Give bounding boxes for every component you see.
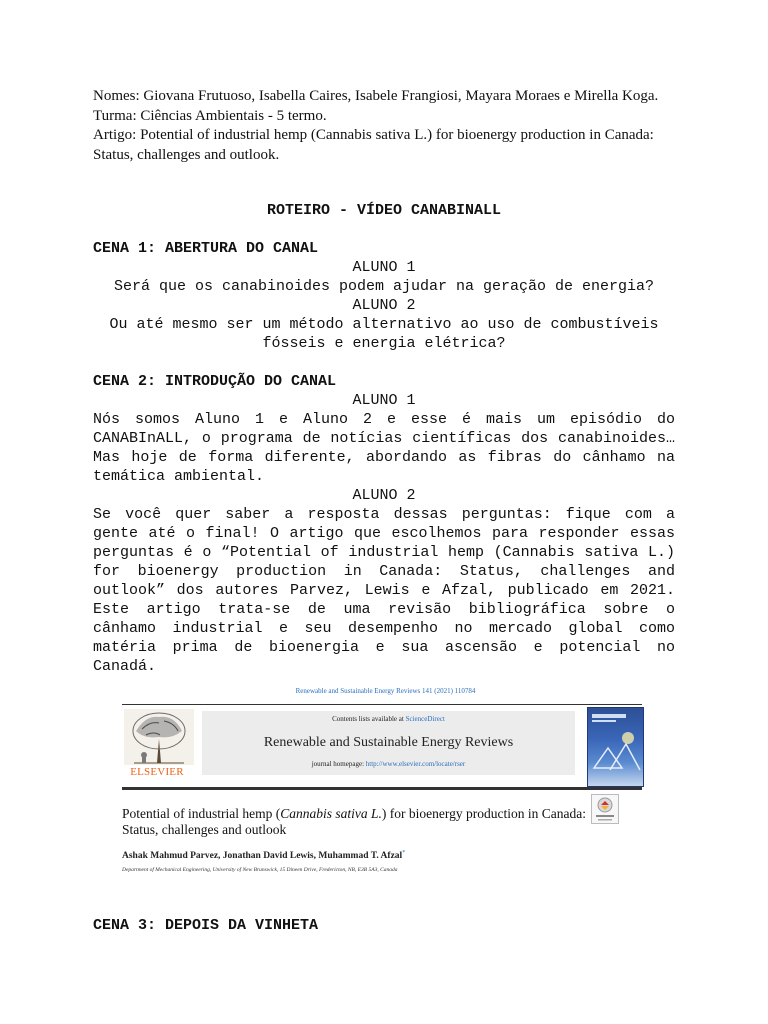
scene-2-paragraph-1: Nós somos Aluno 1 e Aluno 2 e esse é mais um episódio do CANABInALL, o programa de notícias científicas dos canabinoides… Mas hoje de forma diferente, abordando as fibras do cânhamo na temática ambiental.	[93, 411, 675, 485]
class-line: Turma: Ciências Ambientais - 5 termo.	[93, 107, 327, 124]
corresponding-author-mark: *	[402, 850, 406, 856]
journal-info	[202, 711, 575, 775]
publisher-name: ELSEVIER	[130, 766, 184, 778]
scene-3	[93, 916, 675, 935]
article-title-species: Cannabis sativa L.	[280, 806, 382, 821]
authors-names: Ashak Mahmud Parvez, Jonathan David Lewis, Muhammad T. Afzal	[122, 851, 403, 862]
journal-banner	[122, 704, 642, 790]
homepage-link[interactable]: http://www.elsevier.com/locate/rser	[365, 760, 466, 768]
check-for-updates-icon[interactable]	[591, 794, 619, 824]
article-authors	[122, 850, 622, 861]
journal-reference: Renewable and Sustainable Energy Reviews 141 (2021) 110784	[295, 687, 476, 695]
scene-1	[93, 239, 675, 353]
names-line: Nomes: Giovana Frutuoso, Isabella Caires, Isabele Frangiosi, Mayara Moraes e Mirella Koga.	[93, 88, 659, 104]
contents-line	[202, 715, 575, 723]
article-title-part-2: ) for bioenergy production in Canada: Status, challenges and outlook	[122, 806, 586, 837]
author-affiliation: Department of Mechanical Engineering, University of New Brunswick, 15 Dineen Drive, Fredericton, NB, E3B 5A3, Canada	[122, 867, 398, 873]
article-screenshot	[117, 682, 654, 877]
article-title	[122, 806, 592, 838]
scene-2-speaker-1: ALUNO 1	[352, 392, 416, 409]
scene-1-title: CENA 1: ABERTURA DO CANAL	[93, 240, 319, 257]
scene-2-speaker-2: ALUNO 2	[352, 487, 416, 504]
script-title: ROTEIRO - VÍDEO CANABINALL	[266, 202, 502, 219]
scene-1-speaker-2: ALUNO 2	[352, 297, 416, 314]
scene-1-line-1: Será que os canabinoides podem ajudar na geração de energia?	[113, 278, 655, 295]
article-line: Artigo: Potential of industrial hemp (Cannabis sativa L.) for bioenergy production in Canada: Status, challenges and outlook.	[93, 127, 654, 163]
journal-cover-image	[587, 707, 644, 787]
contents-prefix: Contents lists available at	[332, 715, 406, 723]
header-block	[93, 87, 673, 165]
scene-1-line-2: Ou até mesmo ser um método alternativo ao uso de combustíveis fósseis e energia elétrica?	[109, 316, 659, 352]
scene-3-title: CENA 3: DEPOIS DA VINHETA	[93, 917, 319, 934]
homepage-prefix: journal homepage:	[311, 760, 366, 768]
scene-2-title: CENA 2: INTRODUÇÃO DO CANAL	[93, 373, 337, 390]
article-title-part-1: Potential of industrial hemp (	[122, 806, 281, 821]
scene-1-speaker-1: ALUNO 1	[352, 259, 416, 276]
scene-2	[93, 372, 675, 676]
homepage-line	[202, 760, 575, 768]
scene-2-paragraph-2: Se você quer saber a resposta dessas perguntas: fique com a gente até o final! O artigo que escolhemos para responder essas perguntas é o “Potential of industrial hemp (Cannabis sativa L.) for bioenergy production in Canada: Status, challenges and outlook” dos autores Parvez, Lewis e Afzal, publicado em 2021. Este artigo trata-se de uma revisão bibliográfica sobre o cânhamo industrial e seu desempenho no mercado global como matéria prima de bioenergia e sua ascensão e potencial no Canadá.	[93, 506, 675, 675]
sciencedirect-link[interactable]: ScienceDirect	[405, 715, 445, 723]
journal-name: Renewable and Sustainable Energy Reviews	[263, 735, 514, 750]
